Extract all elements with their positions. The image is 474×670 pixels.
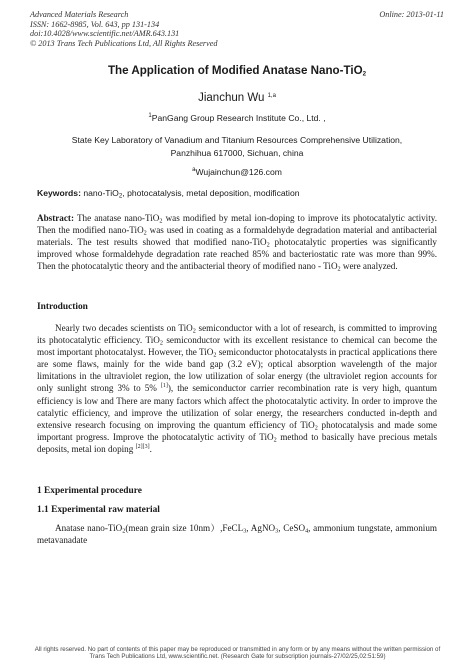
sub: 2	[213, 351, 217, 359]
sub: 2	[159, 217, 163, 225]
aff-sup-1: 1	[148, 113, 152, 119]
email	[0, 166, 474, 179]
issn-line: ISSN: 1662-8985, Vol. 643, pp 131-134	[30, 19, 160, 29]
citation-1[interactable]: [1]	[160, 383, 168, 390]
keywords-text-1: nano-TiO	[80, 188, 119, 198]
email-sup: a	[192, 167, 196, 173]
abstract-text: The anatase nano-TiO	[74, 213, 160, 223]
raw-text: (mean grain size 10nm）,FeCL	[125, 523, 244, 533]
abstract-label: Abstract:	[37, 213, 74, 223]
author-name: Jianchun Wu	[198, 92, 268, 104]
section-1-1-heading: 1.1 Experimental raw material	[37, 505, 160, 515]
title-text: The Application of Modified Anatase Nano-TiO	[107, 64, 363, 77]
intro-text: semiconductor photocatalysts in practical applications there are some flaws, mainly for the wide band gap (3.2 eV); optical absorption wavelength of the major limitations in the ultraviolet region, the low utilization of solar energy (the ultraviolet region accounts for only sunlight strong 3% to 5%	[37, 347, 437, 394]
sub: 2	[143, 229, 147, 237]
sub: 2	[122, 527, 126, 535]
intro-text: semiconductor with its excellent resistance to chemical can become the most important photocatalyst. However, the TiO	[37, 335, 437, 358]
intro-heading: Introduction	[37, 302, 88, 312]
raw-text: , CeSO	[278, 523, 306, 533]
aff-line-2: State Key Laboratory of Vanadium and Titanium Resources Comprehensive Utilization,	[71, 135, 403, 145]
keywords-text-2: , photocatalysis, metal deposition, modification	[122, 188, 300, 198]
raw-text: , ammonium tungstate, ammonium metavanadate	[37, 523, 437, 546]
title-subscript: 2	[362, 70, 367, 78]
journal-header	[30, 10, 217, 48]
keywords	[37, 188, 300, 198]
raw-material-paragraph	[37, 522, 437, 546]
sub: 2	[159, 339, 163, 347]
intro-text: Nearly two decades scientists on TiO	[55, 323, 193, 333]
paper-title	[0, 64, 474, 77]
affiliation-2	[0, 134, 474, 147]
author-superscript: 1,a	[267, 93, 276, 99]
raw-text: Anatase nano-TiO	[55, 523, 123, 533]
abstract-text: was used in coating as a formaldehyde degradation material and antibacterial materials. The test results showed that modified nano-TiO	[37, 225, 437, 248]
sub: 2	[337, 265, 341, 273]
intro-text: method to basically have precious metals deposits, metal ion doping	[37, 431, 438, 454]
online-date: Online: 2013-01-11	[379, 10, 444, 19]
section-1-heading: 1 Experimental procedure	[37, 486, 142, 496]
aff-line-3: Panzhihua 617000, Sichuan, china	[170, 148, 304, 158]
sub: 2	[192, 327, 196, 335]
doi-line[interactable]: doi:10.4028/www.scientific.net/AMR.643.131	[30, 29, 180, 39]
sub: 4	[305, 527, 309, 535]
sub: 2	[273, 436, 277, 444]
sub: 2	[266, 241, 270, 249]
email-address[interactable]: Wujainchun@126.com	[195, 167, 282, 177]
intro-paragraph	[37, 322, 437, 455]
intro-text: ), the semiconductor carrier recombination rate is very high, quantum efficiency is low and There are many factors which affect the photocatalytic activity. In order to improve the catalytic efficiency, and improve the utilization of solar energy, the researchers conducted in-depth and extensive research focusing on improving the quantum efficiency of TiO	[37, 383, 437, 430]
affiliation-3	[0, 147, 474, 160]
abstract-text: were analyzed.	[340, 261, 398, 272]
sub: 3	[275, 527, 279, 535]
intro-text: semiconductor with a lot of research, is committed to improving its photocatalytic efficiency. TiO	[37, 323, 437, 346]
intro-text: .	[149, 443, 152, 454]
intro-text: photocatalysis and made some important progress. Improve the photocatalytic activity of TiO	[37, 419, 438, 442]
keywords-label: Keywords:	[37, 188, 81, 198]
keywords-sub: 2	[118, 192, 123, 200]
raw-text: , AgNO	[246, 523, 276, 533]
aff-line-1: PanGang Group Research Institute Co., Ltd. ,	[151, 113, 326, 123]
sub: 3	[243, 527, 247, 535]
copyright-line: © 2013 Trans Tech Publications Ltd, All Rights Reserved	[30, 38, 218, 48]
abstract-text: was modified by metal ion-doping to improve its photocatalytic activity. Then the modified nano-TiO	[37, 213, 437, 236]
affiliation-1	[0, 112, 474, 125]
abstract-text: photocatalytic properties was significantly improved whose formaldehyde degradation rate reached 85% and bacteriostatic rate was more than 99%. Then the photocatalytic theory and the antibacterial theory of modified nano - TiO	[37, 237, 437, 272]
abstract	[37, 212, 437, 272]
citation-2-3[interactable]: [2][3]	[135, 443, 150, 450]
journal-name: Advanced Materials Research	[30, 10, 129, 19]
copyright-footer: All rights reserved. No part of contents of this paper may be reproduced or transmitted in any form or by any means without the written permission of Trans Tech Publications Ltd, www.scientific.net. (Research Gate for subscription journals-27/02/25,02:51:59)	[34, 646, 441, 661]
author	[0, 92, 474, 104]
sub: 2	[314, 424, 318, 432]
